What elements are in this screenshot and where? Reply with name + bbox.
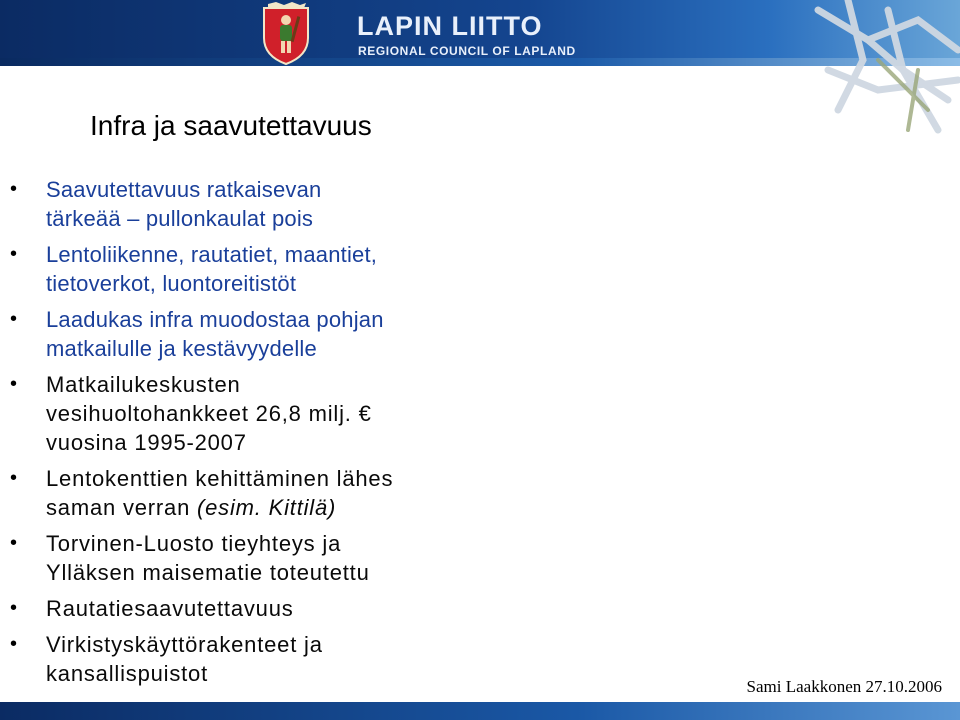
- list-item: [0, 464, 520, 522]
- bullet-dot-icon: •: [10, 243, 18, 265]
- list-item-text: vesihuoltohankkeet 26,8 milj. €: [46, 401, 372, 426]
- list-item-text: Ylläksen maisematie toteutettu: [46, 560, 370, 585]
- bullet-dot-icon: •: [10, 532, 18, 554]
- list-item: [0, 305, 520, 363]
- list-item: [0, 240, 520, 298]
- org-subtitle: REGIONAL COUNCIL OF LAPLAND: [358, 44, 576, 58]
- list-item-text: Lentoliikenne, rautatiet, maantiet,: [46, 242, 378, 267]
- list-item-text: tärkeää – pullonkaulat pois: [46, 206, 314, 231]
- bullet-list: [0, 175, 520, 695]
- list-item-text: saman verran: [46, 495, 198, 520]
- list-item-text: vuosina 1995-2007: [46, 430, 247, 455]
- list-item-text: Lentokenttien kehittäminen lähes: [46, 466, 394, 491]
- slide-title: Infra ja saavutettavuus: [90, 110, 372, 141]
- bottom-bar: [0, 702, 960, 720]
- list-item-text: matkailulle ja kestävyydelle: [46, 336, 317, 361]
- bullet-dot-icon: •: [10, 178, 18, 200]
- org-name: LAPIN LIITTO: [357, 11, 543, 41]
- list-item: [0, 370, 520, 457]
- list-item: [0, 594, 520, 623]
- list-item-text: Matkailukeskusten: [46, 372, 241, 397]
- bullet-dot-icon: •: [10, 597, 18, 619]
- list-item-text: Saavutettavuus ratkaisevan: [46, 177, 322, 202]
- list-item-text: Virkistyskäyttörakenteet ja: [46, 632, 323, 657]
- list-item-text: tietoverkot, luontoreitistöt: [46, 271, 297, 296]
- list-item: [0, 175, 520, 233]
- list-item: [0, 529, 520, 587]
- bullet-dot-icon: •: [10, 308, 18, 330]
- list-item-text: Rautatiesaavutettavuus: [46, 596, 294, 621]
- bullet-dot-icon: •: [10, 373, 18, 395]
- lapland-coat-of-arms-icon: [258, 2, 314, 66]
- list-item-text: Torvinen-Luosto tieyhteys ja: [46, 531, 342, 556]
- list-item-text: Laadukas infra muodostaa pohjan: [46, 307, 384, 332]
- list-item-example: (esim. Kittilä): [197, 495, 337, 520]
- footer-author-date: Sami Laakkonen 27.10.2006: [746, 677, 942, 696]
- bullet-dot-icon: •: [10, 633, 18, 655]
- list-item: [0, 630, 520, 688]
- bullet-dot-icon: •: [10, 467, 18, 489]
- ice-crystal-decoration-icon: [808, 0, 960, 140]
- list-item-text: kansallispuistot: [46, 661, 208, 686]
